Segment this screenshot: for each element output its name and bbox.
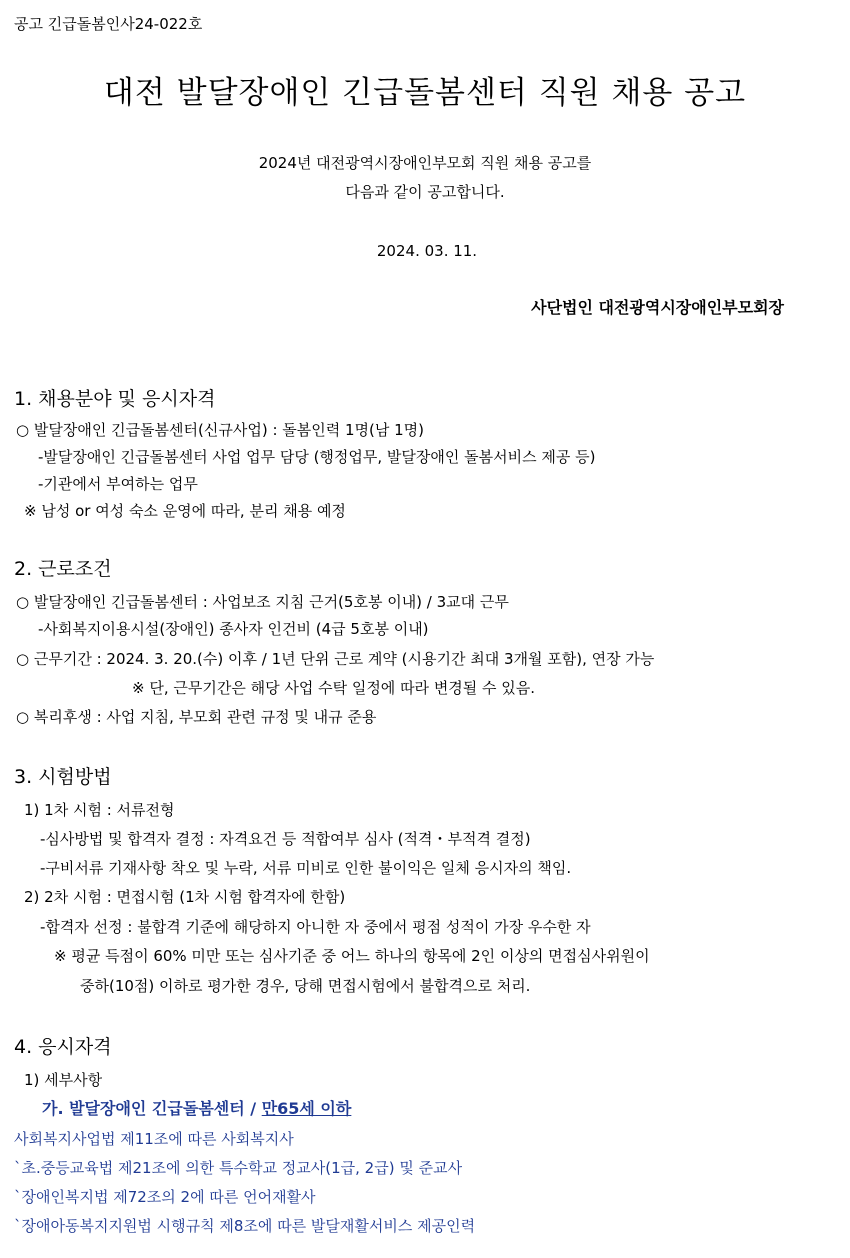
section-4-sub: 1) 세부사항 bbox=[24, 1071, 103, 1089]
issuer-name: 사단법인 대전광역시장애인부모회장 bbox=[531, 298, 784, 317]
qualification-line: `장애인복지법 제72조의 2에 따른 언어재활사 bbox=[14, 1188, 316, 1206]
qualification-line: `장애아동복지지원법 시행규칙 제8조에 따른 발달재활서비스 제공인력 bbox=[14, 1217, 476, 1235]
notice-date: 2024. 03. 11. bbox=[376, 242, 478, 260]
section-3-line: -구비서류 기재사항 착오 및 누락, 서류 미비로 인한 불이익은 일체 응시자의 책임. bbox=[40, 859, 572, 877]
section-2-heading: 2. 근로조건 bbox=[14, 558, 112, 580]
section-3-note: ※ 평균 득점이 60% 미만 또는 심사기준 중 어느 하나의 항목에 2인 이상의 면접심사위원이 bbox=[54, 947, 650, 965]
section-3-heading: 3. 시험방법 bbox=[14, 766, 112, 788]
section-2-line: ○ 발달장애인 긴급돌봄센터 : 사업보조 지침 근거(5호봉 이내) / 3교대 근무 bbox=[16, 593, 509, 611]
section-3-line: -심사방법 및 합격자 결정 : 자격요건 등 적합여부 심사 (적격・부적격 결정) bbox=[40, 830, 531, 848]
section-3-line: 1) 1차 시험 : 서류전형 bbox=[24, 801, 175, 819]
intro-line-1: 2024년 대전광역시장애인부모회 직원 채용 공고를 bbox=[258, 154, 592, 172]
section-2-note: ※ 단, 근무기간은 해당 사업 수탁 일정에 따라 변경될 수 있음. bbox=[132, 679, 536, 697]
section-2-line: -사회복지이용시설(장애인) 종사자 인건비 (4급 5호봉 이내) bbox=[38, 620, 429, 638]
section-3-line: 2) 2차 시험 : 면접시험 (1차 시험 합격자에 한함) bbox=[24, 888, 346, 906]
section-1-note: ※ 남성 or 여성 숙소 운영에 따라, 분리 채용 예정 bbox=[24, 502, 346, 520]
qualification-line: 사회복지사업법 제11조에 따른 사회복지사 bbox=[14, 1130, 294, 1148]
item-ga-prefix: 가. 발달장애인 긴급돌봄센터 / bbox=[42, 1099, 262, 1118]
page-title: 대전 발달장애인 긴급돌봄센터 직원 채용 공고 bbox=[103, 75, 747, 111]
section-4-heading: 4. 응시자격 bbox=[14, 1036, 112, 1058]
section-1-line: -기관에서 부여하는 업무 bbox=[38, 475, 198, 493]
document-number: 공고 긴급돌봄인사24-022호 bbox=[14, 15, 203, 33]
section-1-heading: 1. 채용분야 및 응시자격 bbox=[14, 388, 216, 410]
item-ga-age: 만65세 이하 bbox=[261, 1099, 352, 1118]
section-2-line: ○ 복리후생 : 사업 지침, 부모회 관련 규정 및 내규 준용 bbox=[16, 708, 377, 726]
section-3-line: -합격자 선정 : 불합격 기준에 해당하지 아니한 자 중에서 평점 성적이 가장 우수한 자 bbox=[40, 918, 591, 936]
section-2-line: ○ 근무기간 : 2024. 3. 20.(수) 이후 / 1년 단위 근로 계약 (시용기간 최대 3개월 포함), 연장 가능 bbox=[16, 650, 655, 668]
intro-line-2: 다음과 같이 공고합니다. bbox=[345, 183, 505, 201]
section-1-line: ○ 발달장애인 긴급돌봄센터(신규사업) : 돌봄인력 1명(남 1명) bbox=[16, 421, 425, 439]
section-1-line: -발달장애인 긴급돌봄센터 사업 업무 담당 (행정업무, 발달장애인 돌봄서비스 제공 등) bbox=[38, 448, 596, 466]
section-3-note: 중하(10점) 이하로 평가한 경우, 당해 면접시험에서 불합격으로 처리. bbox=[80, 977, 531, 995]
qualification-line: `초.중등교육법 제21조에 의한 특수학교 정교사(1급, 2급) 및 준교사 bbox=[14, 1159, 463, 1177]
section-4-item-ga bbox=[42, 1099, 351, 1119]
